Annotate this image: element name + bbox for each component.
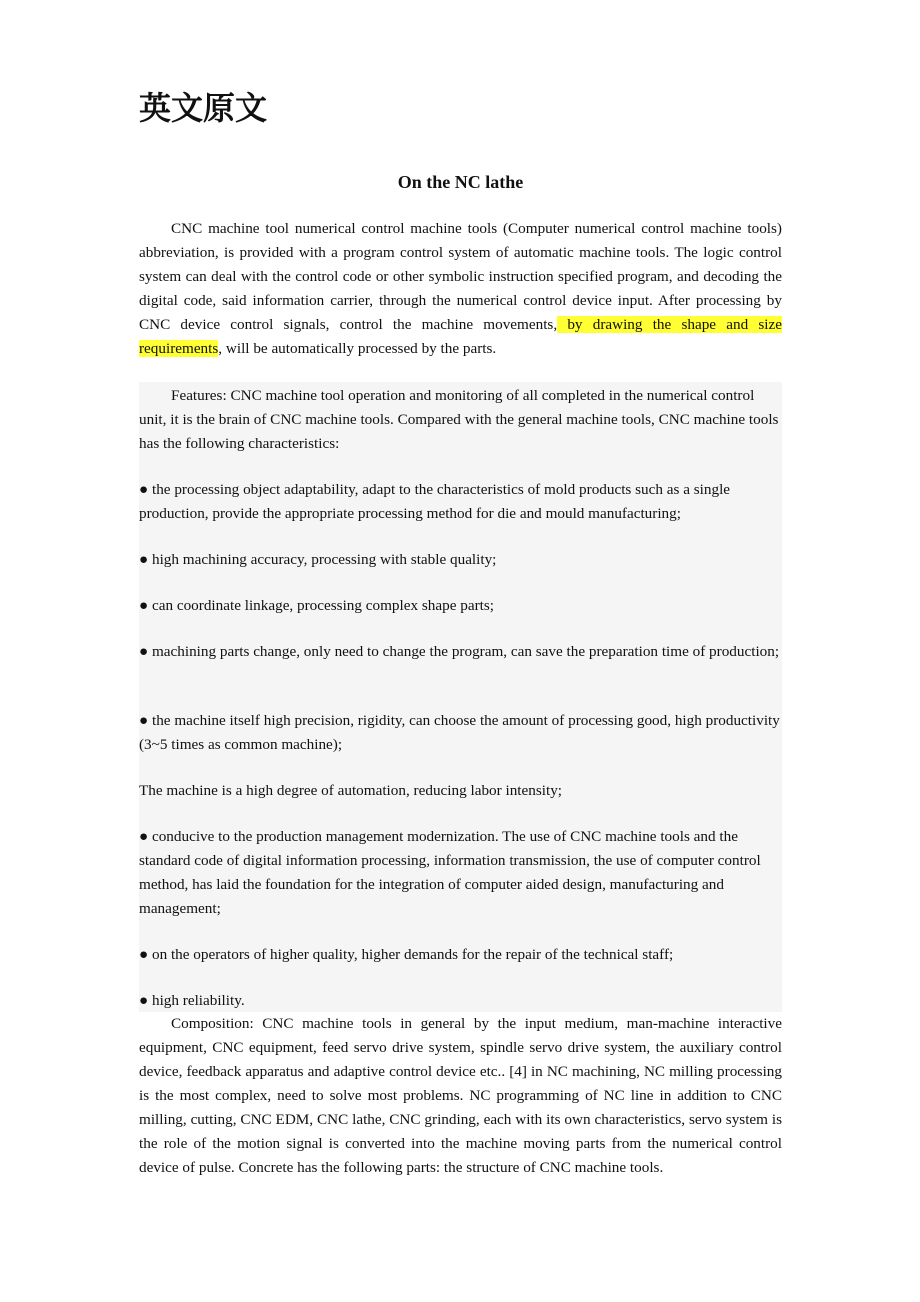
document-title: On the NC lathe [397,172,524,192]
features-intro-paragraph: Features: CNC machine tool operation and monitoring of all completed in the numerical control unit, it is the brain of CNC machine tools. Compared with the general machine tools, CNC machine tools has the following characteristics: [139,387,779,452]
intro-text-after: , will be automatically processed by the parts. [218,340,497,357]
intro-text-before: CNC machine tool numerical control machine tools (Computer numerical control machine tools) abbreviation, is provided with a program control system of automatic machine tools. The logic control system can deal with the control code or other symbolic instruction specified program, and decoding the digital code, said information carrier, through the numerical control device input. After processing by CNC device control signals, control the machine movements, [139,220,782,333]
feature-item: ● machining parts change, only need to change the program, can save the preparation time of production; [139,643,780,660]
feature-item: ● high machining accuracy, processing with stable quality; [139,551,497,568]
intro-paragraph [139,217,782,361]
feature-item: The machine is a high degree of automation, reducing labor intensity; [139,782,563,799]
composition-paragraph: Composition: CNC machine tools in general by the input medium, man-machine interactive equipment, CNC equipment, feed servo drive system, spindle servo drive system, the auxiliary control device, feedback apparatus and adaptive control device etc.. [4] in NC machining, NC milling processing is the most complex, need to solve most problems. NC programming of NC line in addition to CNC milling, cutting, CNC EDM, CNC lathe, CNC grinding, each with its own characteristics, servo system is the role of the motion signal is converted into the machine moving parts from the numerical control device of pulse. Concrete has the following parts: the structure of CNC machine tools. [139,1015,782,1176]
feature-item: ● conducive to the production management modernization. The use of CNC machine tools and the standard code of digital information processing, information transmission, the use of computer control method, has laid the foundation for the integration of computer aided design, manufacturing and management; [139,828,761,917]
feature-item: ● can coordinate linkage, processing complex shape parts; [139,597,494,614]
section-heading: 英文原文 [139,89,268,127]
feature-item: ● the processing object adaptability, adapt to the characteristics of mold products such as a single production, provide the appropriate processing method for die and mould manufacturing; [139,481,731,522]
feature-item: ● high reliability. [139,992,245,1009]
feature-item: ● the machine itself high precision, rigidity, can choose the amount of processing good, high productivity (3~5 times as common machine); [139,712,780,753]
highlighted-text: by drawing the shape and size requirements [139,316,782,357]
feature-item: ● on the operators of higher quality, higher demands for the repair of the technical staff; [139,946,674,963]
